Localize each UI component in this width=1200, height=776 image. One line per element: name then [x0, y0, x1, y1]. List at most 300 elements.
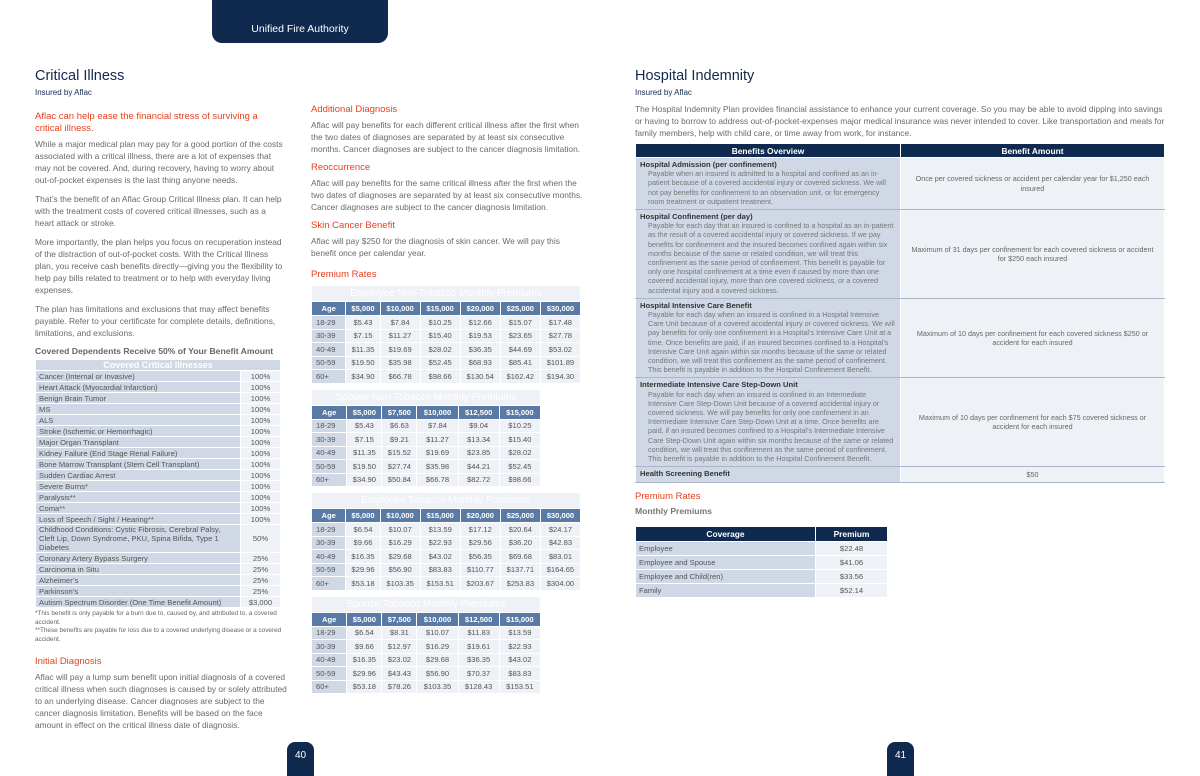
table-row [36, 426, 281, 437]
illness-name: Loss of Speech / Sight / Hearing** [36, 514, 241, 525]
table-row [312, 446, 541, 460]
benefit-details: Payable for each day when an insured is confined in an Intermediate Intensive Care Step-Down Unit because of a covered accidental injury or covered sickness. We will pay benefits for only one confinement in an Intermediate Intensive Care Step-Down Unit at a time. Once benefits are paid, if an insured becomes confined to a Hospital’s Intermediate Intensive Care Step-Down Unit again within six months because of the same or related condition, we will treat this confinement as the same period of confinement. This benefit is payable in addition to the Hospital Confinement Benefit. [648, 389, 894, 464]
table-title-row [312, 596, 541, 612]
premium-value: $103.35 [417, 680, 458, 694]
column-header: $12,500 [458, 612, 499, 626]
premium-value: $12.66 [460, 316, 500, 330]
premium-value: $28.02 [420, 343, 460, 357]
premium-value: $13.59 [499, 626, 540, 640]
premium-value: $17.48 [540, 316, 580, 330]
premium-value: $52.14 [816, 583, 888, 597]
column-header-row [312, 509, 581, 523]
premium-value: $11.27 [417, 433, 458, 447]
illness-name: Severe Burns* [36, 481, 241, 492]
benefit-percent: 100% [241, 470, 281, 481]
column-header: Coverage [636, 526, 816, 541]
premium-value: $29.96 [346, 563, 380, 577]
table-row [636, 583, 888, 597]
table-row [36, 553, 281, 564]
table-row [636, 378, 1165, 467]
premium-value: $22.48 [816, 541, 888, 555]
table-row [312, 563, 581, 577]
age-band: 18-29 [312, 626, 347, 640]
org-name: Unified Fire Authority [251, 22, 349, 35]
reoccurrence-heading: Reoccurrence [311, 162, 371, 173]
page-title: Hospital Indemnity [635, 68, 755, 84]
table-row [36, 459, 281, 470]
coverage-premium-table [635, 526, 888, 598]
premium-value: $29.68 [417, 653, 458, 667]
benefit-description [636, 298, 901, 378]
age-band: 40-49 [312, 446, 347, 460]
premium-value: $29.56 [460, 536, 500, 550]
illness-name: Cancer (Internal or Invasive) [36, 371, 241, 382]
premium-value: $56.90 [417, 667, 458, 681]
column-header: $15,000 [499, 612, 540, 626]
table-row [36, 371, 281, 382]
benefit-percent: 100% [241, 426, 281, 437]
premium-value: $194.30 [540, 370, 580, 384]
age-band: 50-59 [312, 460, 347, 474]
premium-table [311, 285, 581, 384]
benefit-percent: 100% [241, 448, 281, 459]
hospital-indemnity-column [635, 68, 1165, 598]
table-row [636, 158, 1165, 210]
coverage-tier: Family [636, 583, 816, 597]
premium-value: $70.37 [458, 667, 499, 681]
insurer-label: Insured by Aflac [635, 88, 692, 97]
premium-value: $16.29 [380, 536, 420, 550]
benefit-percent: 100% [241, 437, 281, 448]
benefit-percent: 100% [241, 503, 281, 514]
premium-value: $6.54 [346, 523, 380, 537]
premium-value: $6.54 [347, 626, 382, 640]
premium-rates-heading: Premium Rates [311, 269, 377, 280]
column-header: $5,000 [346, 302, 380, 316]
premium-value: $98.66 [499, 473, 540, 487]
benefit-percent: 100% [241, 404, 281, 415]
premium-value: $11.83 [458, 626, 499, 640]
column-header: $7,500 [382, 612, 417, 626]
column-header: $15,000 [420, 509, 460, 523]
benefit-amount: Maximum of 10 days per confinement for each $75 covered sickness or accident for each insured [901, 378, 1165, 467]
table-title: Covered Critical Illnesses [36, 360, 281, 371]
premium-value: $53.18 [347, 680, 382, 694]
benefit-percent: 100% [241, 492, 281, 503]
premium-value: $56.35 [460, 550, 500, 564]
illness-name: Carcinoma in Situ [36, 564, 241, 575]
table-row [36, 415, 281, 426]
premium-value: $36.20 [500, 536, 540, 550]
premium-value: $9.66 [346, 536, 380, 550]
benefit-amount: $50 [901, 467, 1165, 482]
premium-value: $153.51 [420, 577, 460, 591]
premium-value: $27.78 [540, 329, 580, 343]
paragraph: The plan has limitations and exclusions that may affect benefits payable. Refer to your certificate for complete details, definitions, limitations, and exclusions. [35, 304, 276, 338]
premium-tables [311, 285, 583, 694]
paragraph: More importantly, the plan helps you focus on recuperation instead of the distraction of out-of-pocket costs. With the Critical Illness plan, you receive cash benefits directly—giving you the flexibility to help pay bills related to treatment or to help with everyday living expenses. [35, 237, 283, 295]
premium-value: $78.26 [382, 680, 417, 694]
table-row [36, 437, 281, 448]
premium-value: $10.25 [499, 419, 540, 433]
premium-value: $19.50 [346, 356, 380, 370]
table-title: Employee Non-Tobacco Monthly Premiums [312, 286, 581, 302]
column-header: Benefits Overview [636, 144, 901, 158]
premium-value: $19.69 [417, 446, 458, 460]
column-header: $10,000 [417, 405, 458, 419]
intro-text: The Hospital Indemnity Plan provides financial assistance to enhance your current coverage. So you may be able to avoid dipping into savings or having to borrow to address out-of-pocket-expenses major medical insurance was never intended to cover. Like transportation and meals for family members, help with child care, or time away from work, for instance. [635, 104, 1165, 138]
coverage-tier: Employee [636, 541, 816, 555]
age-band: 30-39 [312, 640, 347, 654]
premium-value: $23.65 [500, 329, 540, 343]
benefit-details: Payable when an insured is admitted to a hospital and confined as an in-patient because of a covered accidental injury or covered sickness. We will not pay benefits for confinement to an observation unit, or for emergency room treatment or outpatient treatment. [648, 169, 886, 206]
table-row [312, 356, 581, 370]
table-row [312, 550, 581, 564]
column-header: $20,000 [460, 302, 500, 316]
premium-value: $34.90 [347, 473, 382, 487]
table-title-row [312, 493, 581, 509]
premium-value: $16.35 [347, 653, 382, 667]
premium-value: $68.93 [460, 356, 500, 370]
premium-value: $7.84 [380, 316, 420, 330]
column-header: $25,000 [500, 302, 540, 316]
premium-value: $27.74 [382, 460, 417, 474]
illness-name: Heart Attack (Myocardial Infarction) [36, 382, 241, 393]
illness-name: MS [36, 404, 241, 415]
premium-value: $50.84 [382, 473, 417, 487]
table-row [312, 433, 541, 447]
column-header: $30,000 [540, 302, 580, 316]
age-band: 18-29 [312, 316, 346, 330]
premium-value: $164.65 [540, 563, 580, 577]
premium-value: $110.77 [460, 563, 500, 577]
monthly-premiums-label: Monthly Premiums [635, 505, 712, 516]
premium-value: $253.83 [500, 577, 540, 591]
premium-value: $43.02 [499, 653, 540, 667]
table-row [312, 653, 541, 667]
premium-value: $7.15 [347, 433, 382, 447]
column-header: $5,000 [346, 509, 380, 523]
premium-value: $83.83 [420, 563, 460, 577]
table-row [36, 503, 281, 514]
table-row [312, 536, 581, 550]
initial-diagnosis-heading: Initial Diagnosis [35, 656, 102, 667]
table-title: Spouse Non-Tobacco Monthly Premiums [312, 389, 541, 405]
illness-name: Bone Marrow Transplant (Stem Cell Transplant) [36, 459, 241, 470]
table-row [36, 525, 281, 553]
premium-value: $23.02 [382, 653, 417, 667]
column-header: $25,000 [500, 509, 540, 523]
premium-value: $162.42 [500, 370, 540, 384]
additional-diagnosis-heading: Additional Diagnosis [311, 104, 398, 115]
premium-value: $11.27 [380, 329, 420, 343]
premium-value: $35.98 [417, 460, 458, 474]
premium-value: $15.40 [499, 433, 540, 447]
benefit-amount: Maximum of 31 days per confinement for each covered sickness or accident for $250 each insured [901, 210, 1165, 299]
age-band: 40-49 [312, 550, 346, 564]
age-band: 60+ [312, 680, 347, 694]
table-title-row [36, 360, 281, 371]
column-header-row [312, 302, 581, 316]
table-row [312, 667, 541, 681]
age-band: 30-39 [312, 329, 346, 343]
column-header: $5,000 [347, 405, 382, 419]
benefits-overview-table [635, 143, 1165, 483]
benefit-description [636, 210, 901, 299]
critical-illness-column [35, 68, 287, 738]
premium-rates-heading: Premium Rates [635, 490, 701, 502]
benefit-details: Payable for each day when an insured is confined in a Hospital Intensive Care Unit because of a covered accidental injury or covered sickness. We will pay benefits for only one confinement in a Hospital’s Intensive Care Unit at a time. Once benefits are paid, if an insured becomes confined to a Hospital’s Intensive Care Unit again within six months because of the same or related condition, we will treat this confinement as the same period of confinement. This benefit is payable in addition to the Hospital Confinement Benefit. [648, 310, 895, 375]
table-row [312, 316, 581, 330]
column-header: Premium [816, 526, 888, 541]
premium-value: $22.93 [499, 640, 540, 654]
benefit-percent: 25% [241, 564, 281, 575]
benefit-amount: Once per covered sickness or accident per calendar year for $1,250 each insured [901, 158, 1165, 210]
table-row [636, 541, 888, 555]
benefit-description [636, 158, 901, 210]
table-row [636, 298, 1165, 378]
premium-value: $5.43 [346, 316, 380, 330]
age-band: 30-39 [312, 536, 346, 550]
age-band: 60+ [312, 473, 347, 487]
premium-value: $304.00 [540, 577, 580, 591]
premium-value: $56.90 [380, 563, 420, 577]
benefit-percent: 100% [241, 393, 281, 404]
premium-value: $33.56 [816, 569, 888, 583]
benefit-name: Hospital Confinement (per day) [640, 212, 753, 222]
illness-name: Kidney Failure (End Stage Renal Failure) [36, 448, 241, 459]
illness-name: Alzheimer’s [36, 575, 241, 586]
premium-value: $9.04 [458, 419, 499, 433]
benefit-percent: 100% [241, 514, 281, 525]
premium-value: $53.18 [346, 577, 380, 591]
table-row [312, 640, 541, 654]
premium-value: $43.43 [382, 667, 417, 681]
column-header-row [636, 144, 1165, 158]
age-band: 60+ [312, 370, 346, 384]
reoccurrence-text: Aflac will pay benefits for the same critical illness after the first when the two dates of diagnoses are separated by at least six consecutive months. Cancer diagnoses are subject to the cancer diagnosis limitation. [311, 178, 583, 212]
column-header: $15,000 [499, 405, 540, 419]
column-header: Age [312, 405, 347, 419]
illness-name: Parkinson’s [36, 586, 241, 597]
illness-name: Autism Spectrum Disorder (One Time Benefit Amount) [36, 597, 241, 608]
column-header: $20,000 [460, 509, 500, 523]
initial-diagnosis-text: Aflac will pay a lump sum benefit upon initial diagnosis of a covered critical illness when such diagnoses is caused by or solely attributed to an underlying disease. Cancer diagnoses are subject to the cancer diagnosis limitation. Benefits will be based on the face amount in effect on the critical illness date of diagnosis. [35, 672, 287, 730]
table-row [636, 555, 888, 569]
premium-value: $42.83 [540, 536, 580, 550]
premium-value: $83.01 [540, 550, 580, 564]
age-band: 30-39 [312, 433, 347, 447]
premium-value: $36.35 [458, 653, 499, 667]
premium-value: $130.54 [460, 370, 500, 384]
table-row [36, 586, 281, 597]
table-row [36, 404, 281, 415]
illness-name: Sudden Cardiac Arrest [36, 470, 241, 481]
skin-cancer-text: Aflac will pay $250 for the diagnosis of skin cancer. We will pay this benefit once per calendar year. [311, 236, 560, 258]
premium-value: $13.59 [420, 523, 460, 537]
premium-value: $15.40 [420, 329, 460, 343]
column-header: $10,000 [380, 302, 420, 316]
premium-value: $29.68 [380, 550, 420, 564]
table-row [36, 492, 281, 503]
page-number-right: 41 [887, 742, 914, 776]
additional-diagnosis-text: Aflac will pay benefits for each different critical illness after the first when the two dates of diagnoses are separated by at least six consecutive months. Cancer diagnoses are subject to the cancer diagnosis limitation. [311, 120, 581, 154]
table-title-row [312, 389, 541, 405]
benefit-percent: 100% [241, 415, 281, 426]
age-band: 50-59 [312, 563, 346, 577]
age-band: 18-29 [312, 419, 347, 433]
table-row [312, 343, 581, 357]
table-row [36, 470, 281, 481]
benefit-name: Hospital Intensive Care Benefit [640, 300, 752, 310]
premium-value: $11.35 [347, 446, 382, 460]
coverage-tier: Employee and Child(ren) [636, 569, 816, 583]
premium-table [311, 596, 541, 695]
column-header-row [312, 612, 541, 626]
premium-value: $44.21 [458, 460, 499, 474]
table-row [312, 419, 541, 433]
premium-value: $153.51 [499, 680, 540, 694]
premium-value: $9.66 [347, 640, 382, 654]
column-header-row [636, 526, 888, 541]
premium-value: $137.71 [500, 563, 540, 577]
illness-name: Coma** [36, 503, 241, 514]
premium-value: $44.69 [500, 343, 540, 357]
table-row [36, 481, 281, 492]
benefit-details: Payable for each day that an insured is confined to a hospital as an in-patient as the result of a covered accidental injury or covered sickness. If we pay benefits for confinement and the insured becomes confined again within six months because of the same or related condition, we will treat this confinement as the same period of confinement. This benefit is payable for only one hospital confinement at a time even if caused by more than one covered accidental injury, more than one covered sickness, or a covered accidental injury and a covered sickness. [648, 221, 894, 295]
benefit-percent: 100% [241, 382, 281, 393]
premium-value: $82.72 [458, 473, 499, 487]
benefit-amount: Maximum of 10 days per confinement for each covered sickness $250 or accident for each insured [901, 298, 1165, 378]
benefit-percent: 100% [241, 459, 281, 470]
footnote: **These benefits are payable for loss due to a covered underlying disease or a covered accident. [35, 627, 282, 643]
age-band: 50-59 [312, 667, 347, 681]
table-row [36, 597, 281, 608]
premium-value: $203.67 [460, 577, 500, 591]
coverage-tier: Employee and Spouse [636, 555, 816, 569]
paragraph: While a major medical plan may pay for a good portion of the costs associated with a critical illness, there are a lot of expenses that may not be covered. And, during recovery, having to worry about out-of-pocket expenses is the last thing anyone needs. [35, 139, 283, 185]
premium-value: $19.61 [458, 640, 499, 654]
column-header: $10,000 [380, 509, 420, 523]
column-header: $7,500 [382, 405, 417, 419]
premium-value: $7.84 [417, 419, 458, 433]
table-row [312, 329, 581, 343]
premium-value: $9.21 [382, 433, 417, 447]
table-title: Spouse Tobacco Monthly Premiums [312, 596, 541, 612]
premium-value: $10.07 [417, 626, 458, 640]
premium-value: $13.34 [458, 433, 499, 447]
premium-value: $36.35 [460, 343, 500, 357]
benefit-percent: 50% [241, 525, 281, 553]
insurer-label: Insured by Aflac [35, 88, 92, 97]
column-header: $10,000 [417, 612, 458, 626]
skin-cancer-heading: Skin Cancer Benefit [311, 220, 395, 231]
premium-value: $17.12 [460, 523, 500, 537]
column-header: $12,500 [458, 405, 499, 419]
column-header: Age [312, 509, 346, 523]
premium-value: $101.89 [540, 356, 580, 370]
premium-value: $10.07 [380, 523, 420, 537]
table-row [312, 460, 541, 474]
column-header: $5,000 [347, 612, 382, 626]
page-title: Critical Illness [35, 68, 125, 84]
footnote: *This benefit is only payable for a burn due to, caused by, and attributed to, a covered accident. [35, 610, 277, 626]
illness-name: Benign Brain Tumor [36, 393, 241, 404]
premium-value: $19.50 [347, 460, 382, 474]
premium-table [311, 389, 541, 488]
premium-value: $98.66 [420, 370, 460, 384]
column-header: Benefit Amount [901, 144, 1165, 158]
benefit-percent: 25% [241, 553, 281, 564]
table-row [36, 514, 281, 525]
header-tab [212, 0, 388, 43]
premium-value: $6.63 [382, 419, 417, 433]
illness-name: Childhood Conditions: Cystic Fibrosis, Cerebral Palsy, Cleft Lip, Down Syndrome, PKU, Spina Bifida, Type 1 Diabetes [36, 525, 241, 553]
premium-value: $35.98 [380, 356, 420, 370]
illness-name: Stroke (Ischemic or Hemorrhagic) [36, 426, 241, 437]
benefit-name: Intermediate Intensive Care Step-Down Unit [640, 380, 798, 390]
premium-value: $23.85 [458, 446, 499, 460]
paragraph: That’s the benefit of an Aflac Group Critical Illness plan. It can help with the treatment costs of covered critical illnesses, such as a heart attack or stroke. [35, 194, 282, 228]
premium-value: $19.69 [380, 343, 420, 357]
benefit-percent: 100% [241, 481, 281, 492]
premium-value: $66.78 [380, 370, 420, 384]
column-header: Age [312, 612, 347, 626]
table-title: Employee Tobacco Monthly Premiums [312, 493, 581, 509]
premium-value: $15.07 [500, 316, 540, 330]
lead-heading: Aflac can help ease the financial stress of surviving a critical illness. [35, 111, 258, 134]
premium-value: $128.43 [458, 680, 499, 694]
premium-value: $52.45 [499, 460, 540, 474]
table-row [36, 448, 281, 459]
table-row [312, 523, 581, 537]
premium-value: $22.93 [420, 536, 460, 550]
premium-value: $8.31 [382, 626, 417, 640]
illness-name: Major Organ Transplant [36, 437, 241, 448]
age-band: 60+ [312, 577, 346, 591]
premium-value: $53.02 [540, 343, 580, 357]
table-row [312, 680, 541, 694]
table-row [636, 210, 1165, 299]
premium-value: $19.53 [460, 329, 500, 343]
table-row [36, 382, 281, 393]
premium-value: $103.35 [380, 577, 420, 591]
table-row [636, 569, 888, 583]
benefit-percent: 100% [241, 371, 281, 382]
premium-value: $66.78 [417, 473, 458, 487]
premium-value: $16.35 [346, 550, 380, 564]
benefit-name: Health Screening Benefit [640, 469, 730, 479]
premium-value: $10.25 [420, 316, 460, 330]
premium-value: $11.35 [346, 343, 380, 357]
age-band: 40-49 [312, 653, 347, 667]
column-header: $15,000 [420, 302, 460, 316]
page-number-left: 40 [287, 742, 314, 776]
premium-value: $43.02 [420, 550, 460, 564]
age-band: 40-49 [312, 343, 346, 357]
premium-value: $24.17 [540, 523, 580, 537]
premium-value: $20.64 [500, 523, 540, 537]
table-row [36, 393, 281, 404]
premium-value: $15.52 [382, 446, 417, 460]
table-row [312, 370, 581, 384]
premium-value: $52.45 [420, 356, 460, 370]
premium-table [311, 492, 581, 591]
benefit-percent: 25% [241, 575, 281, 586]
table-row [312, 626, 541, 640]
table-row [312, 473, 541, 487]
premium-value: $29.96 [347, 667, 382, 681]
